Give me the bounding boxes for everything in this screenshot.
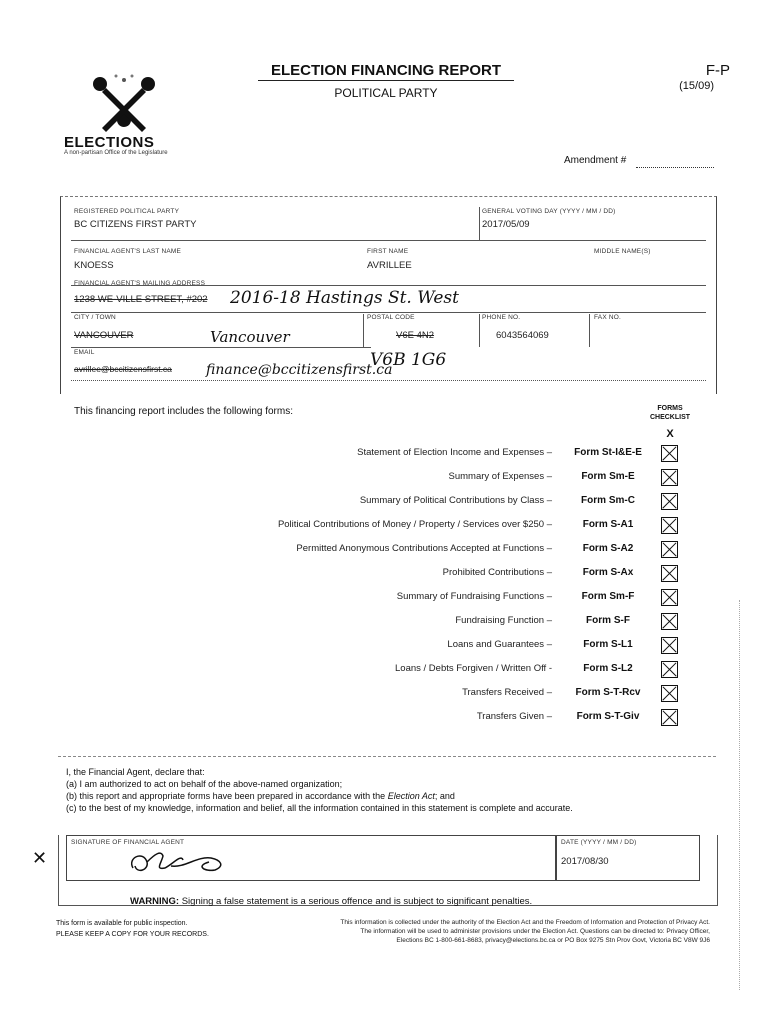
form-description: Fundraising Function – — [455, 615, 552, 626]
form-code-label: Form Sm-C — [581, 495, 635, 506]
amendment-field[interactable] — [636, 167, 714, 168]
declaration — [66, 766, 706, 814]
section-divider — [58, 756, 716, 757]
form-code: F-P — [705, 62, 730, 79]
form-checkbox[interactable] — [661, 661, 678, 678]
form-row-sm-c — [200, 492, 710, 514]
form-code-label: Form S-L1 — [583, 639, 633, 650]
amendment-label: Amendment # — [564, 155, 627, 166]
form-checkbox[interactable] — [661, 637, 678, 654]
act-name: Election Act — [387, 791, 435, 801]
margin-mark: ✕ — [32, 848, 48, 868]
form-description: Summary of Fundraising Functions – — [396, 591, 552, 602]
declaration-line — [66, 790, 706, 802]
form-code-label: Form S-T-Giv — [576, 711, 640, 722]
postal-code-handwritten: V6B 1G6 — [370, 350, 447, 370]
footer-privacy-line: This information is collected under the authority of the Election Act and the Freedom of Information and Protection of Privacy Act. — [340, 919, 710, 926]
form-checkbox[interactable] — [661, 589, 678, 606]
form-code-label: Form S-T-Rcv — [575, 687, 641, 698]
form-description: Transfers Given – — [476, 711, 552, 722]
form-code-label: Form S-A2 — [582, 543, 634, 554]
warning-notice — [130, 896, 532, 907]
form-description: Prohibited Contributions – — [442, 567, 552, 578]
form-row-s-t-giv — [200, 708, 710, 730]
form-code-label: Form S-Ax — [582, 567, 634, 578]
city-field[interactable]: VANCOUVER — [74, 330, 134, 341]
date-label: DATE (YYYY / MM / DD) — [561, 839, 637, 846]
agent-address-field[interactable]: 1238 WE-VILLE STREET, #202 — [74, 294, 208, 305]
form-code-label: Form Sm-F — [581, 591, 635, 602]
report-subtitle: POLITICAL PARTY — [334, 86, 438, 100]
voting-day-field[interactable]: 2017/05/09 — [482, 219, 530, 230]
form-row-s-l2 — [200, 660, 710, 682]
city-handwritten: Vancouver — [210, 328, 290, 346]
fax-label: FAX NO. — [594, 314, 622, 321]
form-code-label: Form St-I&E-E — [574, 447, 642, 458]
form-checkbox[interactable] — [661, 709, 678, 726]
form-description: Summary of Political Contributions by Class – — [359, 495, 552, 506]
form-row-st-ie-e — [200, 444, 710, 466]
agent-last-name-field[interactable]: KNOESS — [74, 260, 114, 271]
footer-privacy-notice — [240, 918, 710, 945]
agent-address-handwritten: 2016-18 Hastings St. West — [230, 288, 459, 308]
footer-public-inspection: This form is available for public inspection. — [56, 920, 188, 927]
form-row-s-f — [200, 612, 710, 634]
form-code-label: Form S-L2 — [583, 663, 633, 674]
form-code-label: Form S-F — [586, 615, 630, 626]
agent-last-name-label: FINANCIAL AGENT'S LAST NAME — [74, 248, 182, 255]
city-label: CITY / TOWN — [74, 314, 116, 321]
elections-bc-logo — [88, 70, 160, 132]
email-handwritten: finance@bccitizensfirst.ca — [206, 362, 393, 378]
form-checkbox[interactable] — [661, 517, 678, 534]
signature-label: SIGNATURE OF FINANCIAL AGENT — [71, 839, 185, 846]
signature-date-field[interactable] — [556, 835, 700, 881]
warning-label: WARNING: — [130, 896, 180, 907]
date-value: 2017/08/30 — [561, 856, 609, 867]
form-row-s-l1 — [200, 636, 710, 658]
form-row-s-a2 — [200, 540, 710, 562]
footer-keep-copy: PLEASE KEEP A COPY FOR YOUR RECORDS. — [56, 931, 209, 938]
report-title: ELECTION FINANCING REPORT — [258, 62, 514, 81]
form-row-sm-e — [200, 468, 710, 490]
registered-party-field[interactable]: BC CITIZENS FIRST PARTY — [74, 219, 197, 230]
declaration-text: (b) this report and appropriate forms have been prepared in accordance with the — [66, 791, 388, 801]
form-description: Statement of Election Income and Expenses – — [357, 447, 552, 458]
agent-first-name-label: FIRST NAME — [367, 248, 409, 255]
form-row-sm-f — [200, 588, 710, 610]
postal-code-label: POSTAL CODE — [367, 314, 415, 321]
form-checkbox[interactable] — [661, 445, 678, 462]
email-field[interactable]: avrillee@bccitizensfirst.ca — [74, 364, 172, 374]
voting-day-label: GENERAL VOTING DAY (YYYY / MM / DD) — [482, 208, 616, 215]
brand-tagline: A non-partisan Office of the Legislature — [64, 150, 168, 156]
form-code-label: Form Sm-E — [581, 471, 635, 482]
signature-field[interactable] — [66, 835, 556, 881]
form-checkbox[interactable] — [661, 493, 678, 510]
brand-name: ELECTIONS — [64, 134, 155, 151]
declaration-text: ; and — [434, 791, 455, 801]
footer-left — [56, 918, 209, 940]
form-description: Transfers Received – — [462, 687, 552, 698]
form-checkbox[interactable] — [661, 469, 678, 486]
checklist-header-line1: FORMS — [657, 405, 683, 412]
declaration-line: (c) to the best of my knowledge, information and belief, all the information contained in this statement is complete and accurate. — [66, 803, 573, 813]
form-row-s-t-rcv — [200, 684, 710, 706]
form-checkbox[interactable] — [661, 685, 678, 702]
form-revision-date: (15/09) — [679, 80, 714, 92]
checklist-mark-header: X — [666, 428, 674, 440]
form-description: Loans and Guarantees – — [447, 639, 552, 650]
form-checkbox[interactable] — [661, 541, 678, 558]
footer-privacy-line: Elections BC 1-800-661-8683, privacy@elections.bc.ca or PO Box 9275 Stn Prov Govt, Victoria BC V8W 9J6 — [396, 937, 710, 944]
agent-address-label: FINANCIAL AGENT'S MAILING ADDRESS — [74, 280, 206, 287]
form-description: Loans / Debts Forgiven / Written Off - — [395, 663, 552, 674]
checklist-header — [640, 404, 700, 422]
checklist-header-line2: CHECKLIST — [649, 414, 691, 421]
form-description: Political Contributions of Money / Property / Services over $250 – — [277, 519, 552, 530]
form-description: Permitted Anonymous Contributions Accepted at Functions – — [296, 543, 552, 554]
form-description: Summary of Expenses – — [448, 471, 552, 482]
agent-middle-name-label: MIDDLE NAME(S) — [594, 248, 651, 255]
phone-field[interactable]: 6043564069 — [496, 330, 549, 341]
form-checkbox[interactable] — [661, 565, 678, 582]
agent-first-name-field[interactable]: AVRILLEE — [367, 260, 412, 271]
registered-party-label: REGISTERED POLITICAL PARTY — [74, 208, 180, 215]
declaration-line: (a) I am authorized to act on behalf of the above-named organization; — [66, 779, 343, 789]
footer-privacy-line: The information will be used to administer provisions under the Election Act. Questions can be directed to: Privacy Officer, — [360, 928, 710, 935]
signature-scribble — [125, 844, 245, 878]
scan-edge — [739, 600, 740, 990]
form-row-s-ax — [200, 564, 710, 586]
form-row-s-a1 — [200, 516, 710, 538]
declaration-line: I, the Financial Agent, declare that: — [66, 767, 205, 777]
phone-label: PHONE NO. — [482, 314, 521, 321]
postal-code-field[interactable]: V6E 4N2 — [396, 330, 435, 341]
form-code-label: Form S-A1 — [582, 519, 634, 530]
form-checkbox[interactable] — [661, 613, 678, 630]
email-label: EMAIL — [74, 349, 95, 356]
warning-text: Signing a false statement is a serious offence and is subject to significant penalties. — [179, 896, 533, 907]
forms-intro: This financing report includes the following forms: — [74, 406, 293, 417]
